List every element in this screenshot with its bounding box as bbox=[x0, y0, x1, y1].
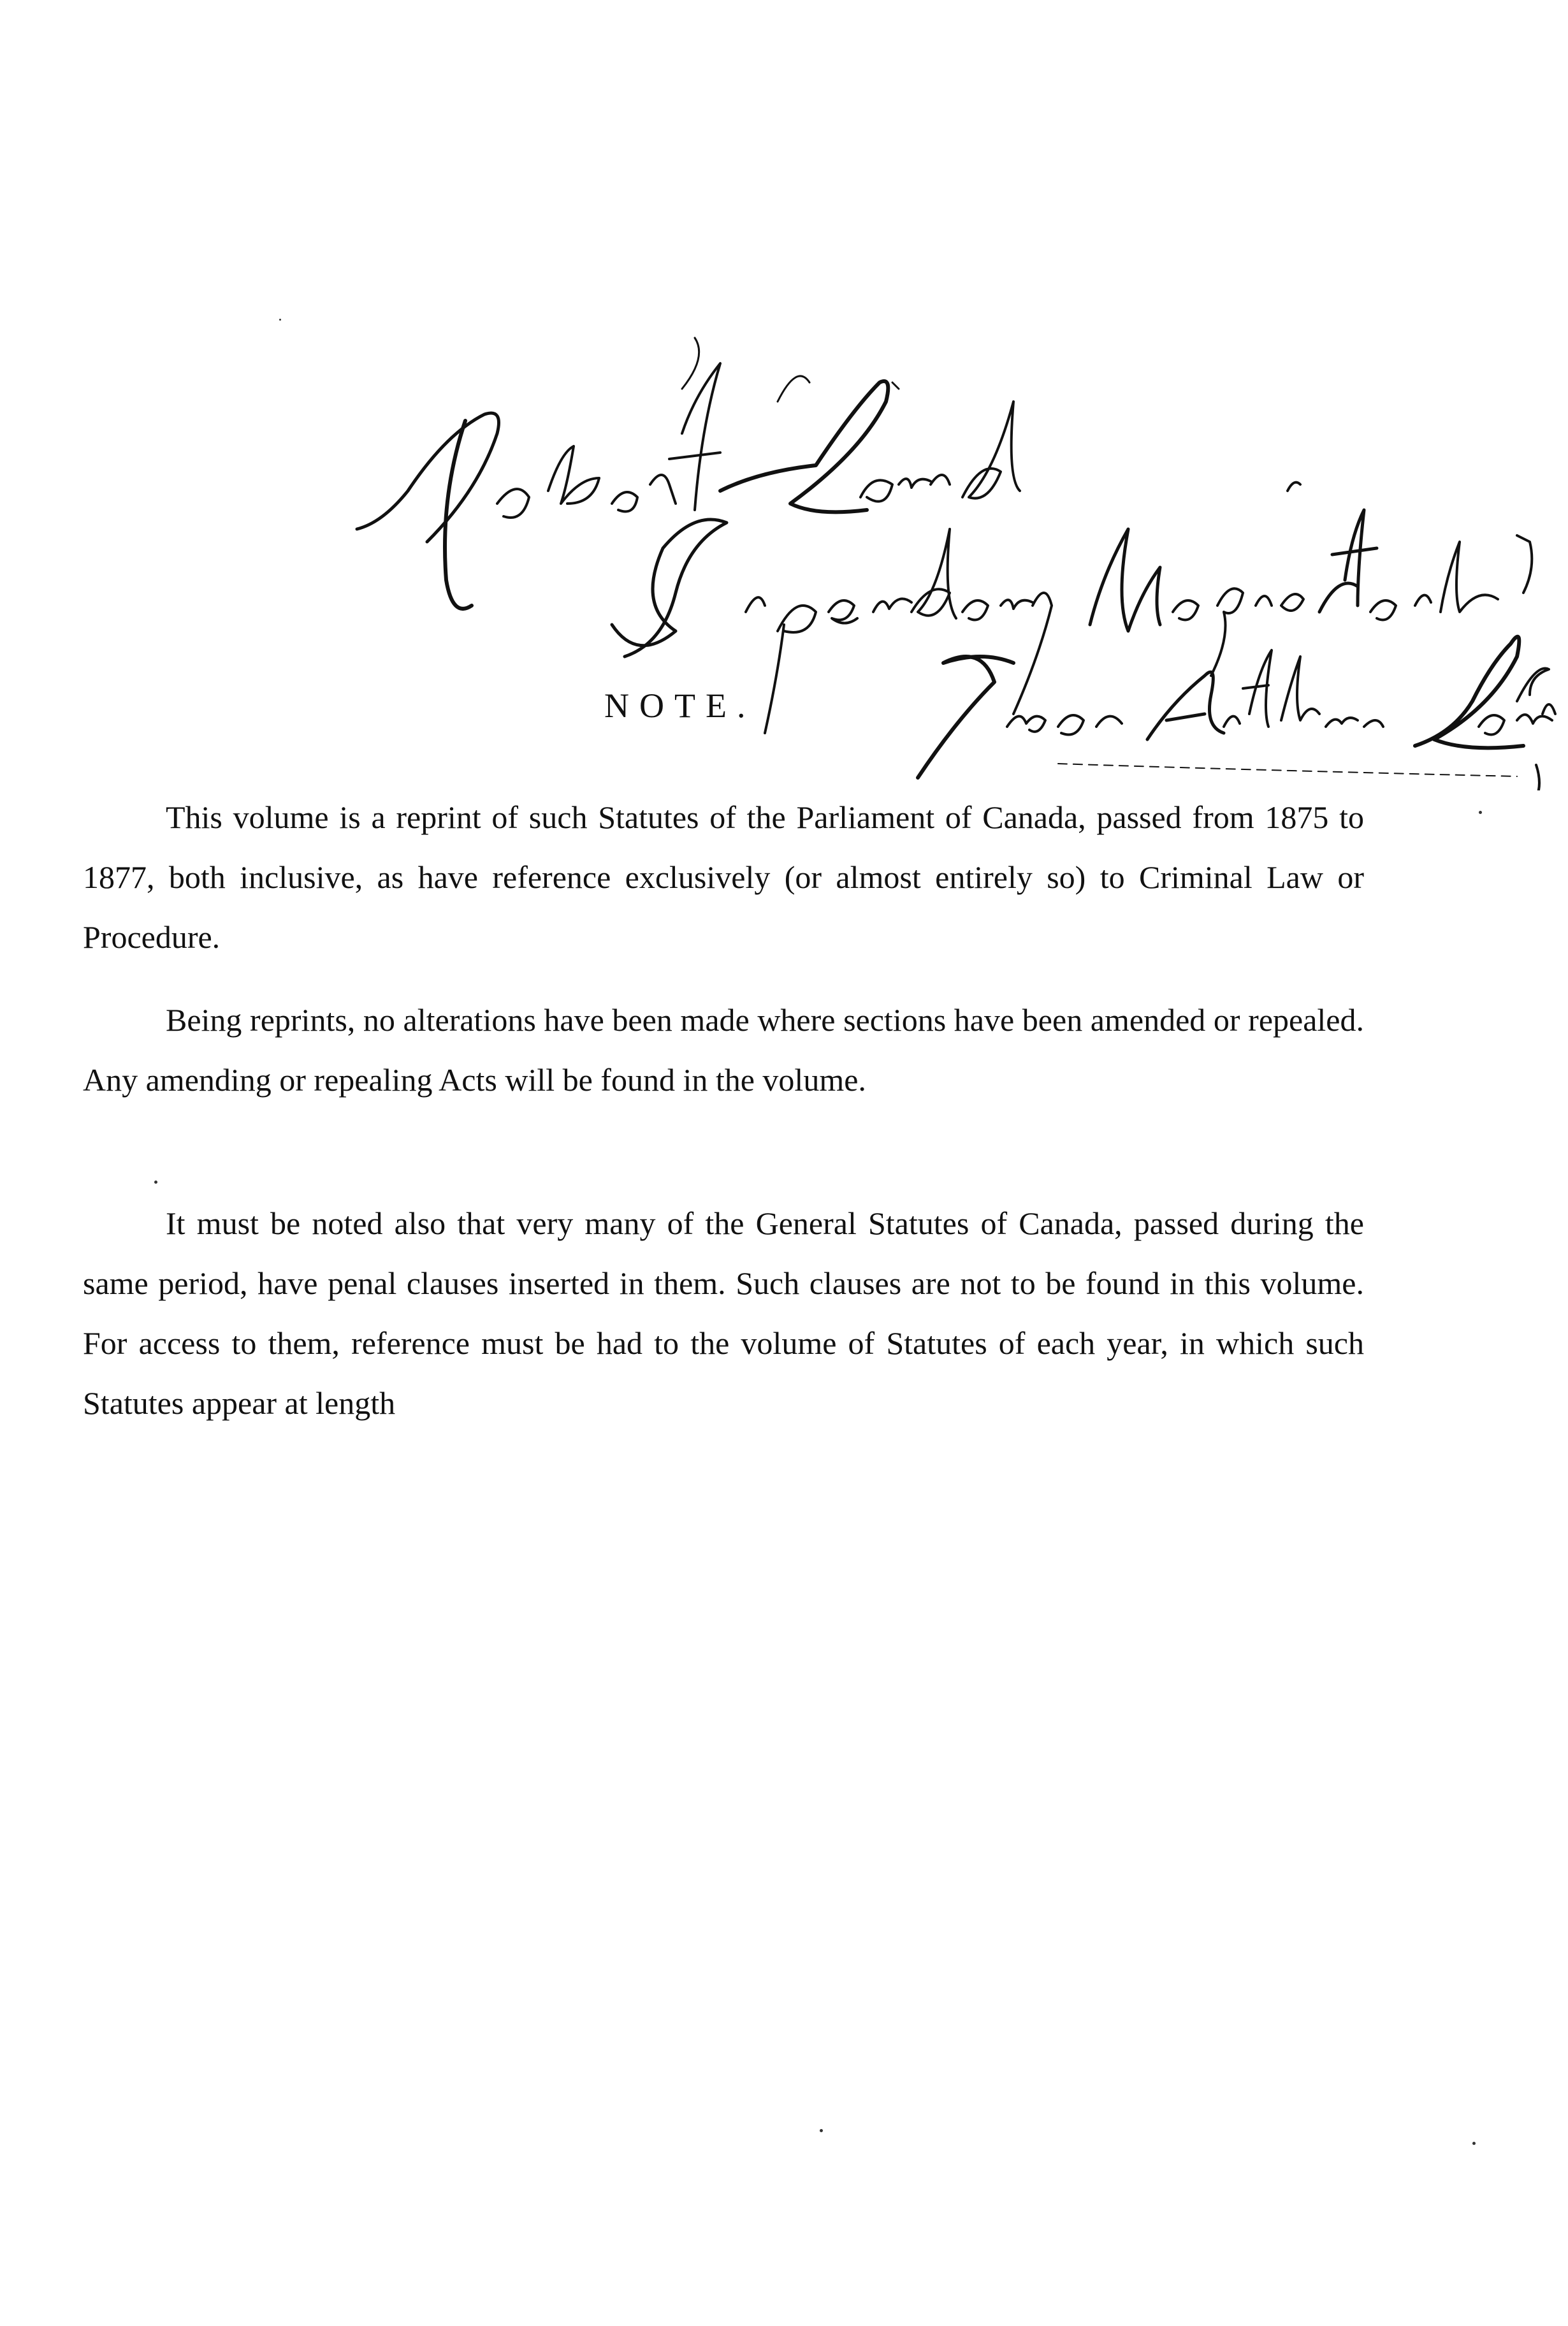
paragraph-3: It must be noted also that very many of the General Statutes of Canada, passed during the same period, have penal clauses inserted in them. Such clauses are not to be found in this volume. For access to them, reference must be had to the volume of Statutes of each year, in which such Statutes appear at length bbox=[83, 1205, 1364, 1421]
paragraph-1: This volume is a reprint of such Statutes of the Parliament of Canada, passed from 1875 to 1877, both inclusive, as have reference exclusively (or almost entirely so) to Criminal Law or Procedure. bbox=[83, 799, 1364, 955]
ink-speck bbox=[1472, 2142, 1476, 2145]
note-heading: NOTE. bbox=[604, 687, 756, 725]
paragraph-2: Being reprints, no alterations have been made where sections have been amended or repealed. Any amending or repealing Acts will be found in the volume. bbox=[83, 1002, 1364, 1098]
ink-speck bbox=[820, 2129, 823, 2132]
ink-speck bbox=[279, 319, 281, 321]
ink-speck bbox=[1479, 811, 1482, 814]
ink-speck bbox=[154, 1181, 157, 1184]
handwritten-signature bbox=[338, 331, 1562, 790]
